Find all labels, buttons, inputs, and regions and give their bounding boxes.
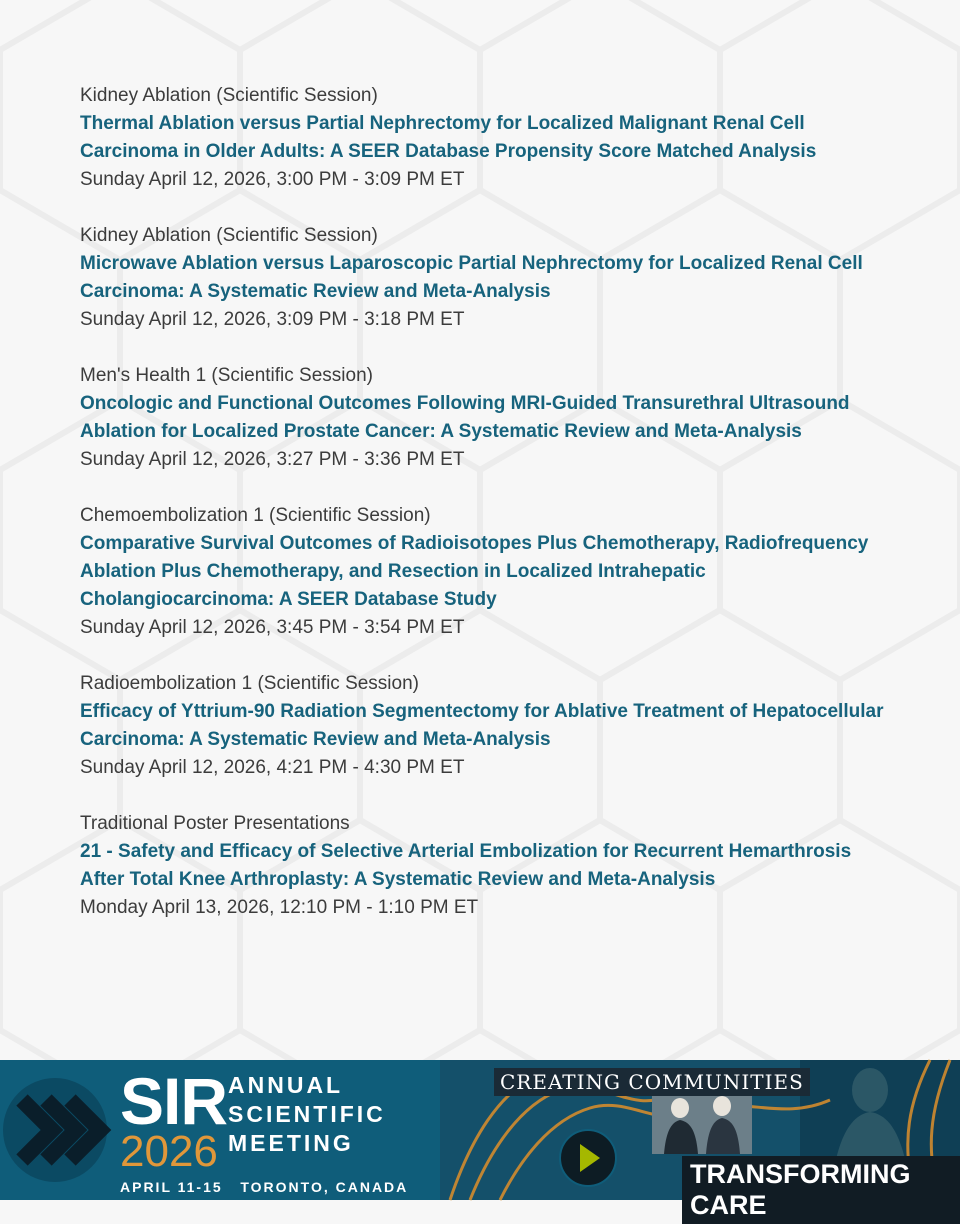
meeting-line-annual: ANNUAL xyxy=(228,1072,344,1098)
session-item xyxy=(80,362,900,474)
tagline-creating-communities: CREATING COMMUNITIES xyxy=(494,1068,810,1096)
session-title-link[interactable]: Oncologic and Functional Outcomes Following MRI-Guided Transurethral Ultrasound Ablation for Localized Prostate Cancer: A Systematic Review and Meta-Analysis xyxy=(80,393,850,442)
session-title-link[interactable]: 21 - Safety and Efficacy of Selective Arterial Embolization for Recurrent Hemarthrosis After Total Knee Arthroplasty: A Systematic Review and Meta-Analysis xyxy=(80,841,852,890)
session-list xyxy=(80,82,900,950)
sir-logo-text: SIR xyxy=(120,1064,228,1138)
session-item xyxy=(80,502,900,642)
session-name: Men's Health 1 (Scientific Session) xyxy=(80,365,373,386)
meeting-dates-location: APRIL 11-15 TORONTO, CANADA xyxy=(120,1179,409,1195)
session-name: Traditional Poster Presentations xyxy=(80,813,350,834)
play-icon xyxy=(560,1130,616,1186)
session-time: Sunday April 12, 2026, 3:09 PM - 3:18 PM ET xyxy=(80,309,465,330)
session-time: Sunday April 12, 2026, 3:27 PM - 3:36 PM ET xyxy=(80,449,465,470)
session-time: Sunday April 12, 2026, 4:21 PM - 4:30 PM ET xyxy=(80,757,465,778)
session-title-link[interactable]: Comparative Survival Outcomes of Radioisotopes Plus Chemotherapy, Radiofrequency Ablation Plus Chemotherapy, and Resection in Localized Intrahepatic Cholangiocarcinoma: A SEER Database Study xyxy=(80,533,869,610)
session-name: Kidney Ablation (Scientific Session) xyxy=(80,225,378,246)
session-item xyxy=(80,810,900,922)
session-title-link[interactable]: Efficacy of Yttrium-90 Radiation Segmentectomy for Ablative Treatment of Hepatocellular Carcinoma: A Systematic Review and Meta-Analysis xyxy=(80,701,884,750)
session-time: Sunday April 12, 2026, 3:45 PM - 3:54 PM ET xyxy=(80,617,465,638)
session-time: Sunday April 12, 2026, 3:00 PM - 3:09 PM ET xyxy=(80,169,465,190)
meeting-year: 2026 xyxy=(120,1127,218,1176)
session-title-link[interactable]: Microwave Ablation versus Laparoscopic Partial Nephrectomy for Localized Renal Cell Carcinoma: A Systematic Review and Meta-Analysis xyxy=(80,253,863,302)
session-title-link[interactable]: Thermal Ablation versus Partial Nephrectomy for Localized Malignant Renal Cell Carcinoma in Older Adults: A SEER Database Propensity Score Matched Analysis xyxy=(80,113,817,162)
meeting-banner xyxy=(0,1060,960,1220)
session-item xyxy=(80,670,900,782)
session-name: Kidney Ablation (Scientific Session) xyxy=(80,85,378,106)
session-name: Chemoembolization 1 (Scientific Session) xyxy=(80,505,431,526)
session-item xyxy=(80,82,900,194)
meeting-line-meeting: MEETING xyxy=(228,1130,354,1156)
session-name: Radioembolization 1 (Scientific Session) xyxy=(80,673,419,694)
chevron-logo-icon xyxy=(3,1078,107,1182)
session-item xyxy=(80,222,900,334)
session-time: Monday April 13, 2026, 12:10 PM - 1:10 PM ET xyxy=(80,897,479,918)
tagline-transforming-care: TRANSFORMING CARE xyxy=(682,1156,960,1224)
meeting-line-scientific: SCIENTIFIC xyxy=(228,1101,386,1127)
